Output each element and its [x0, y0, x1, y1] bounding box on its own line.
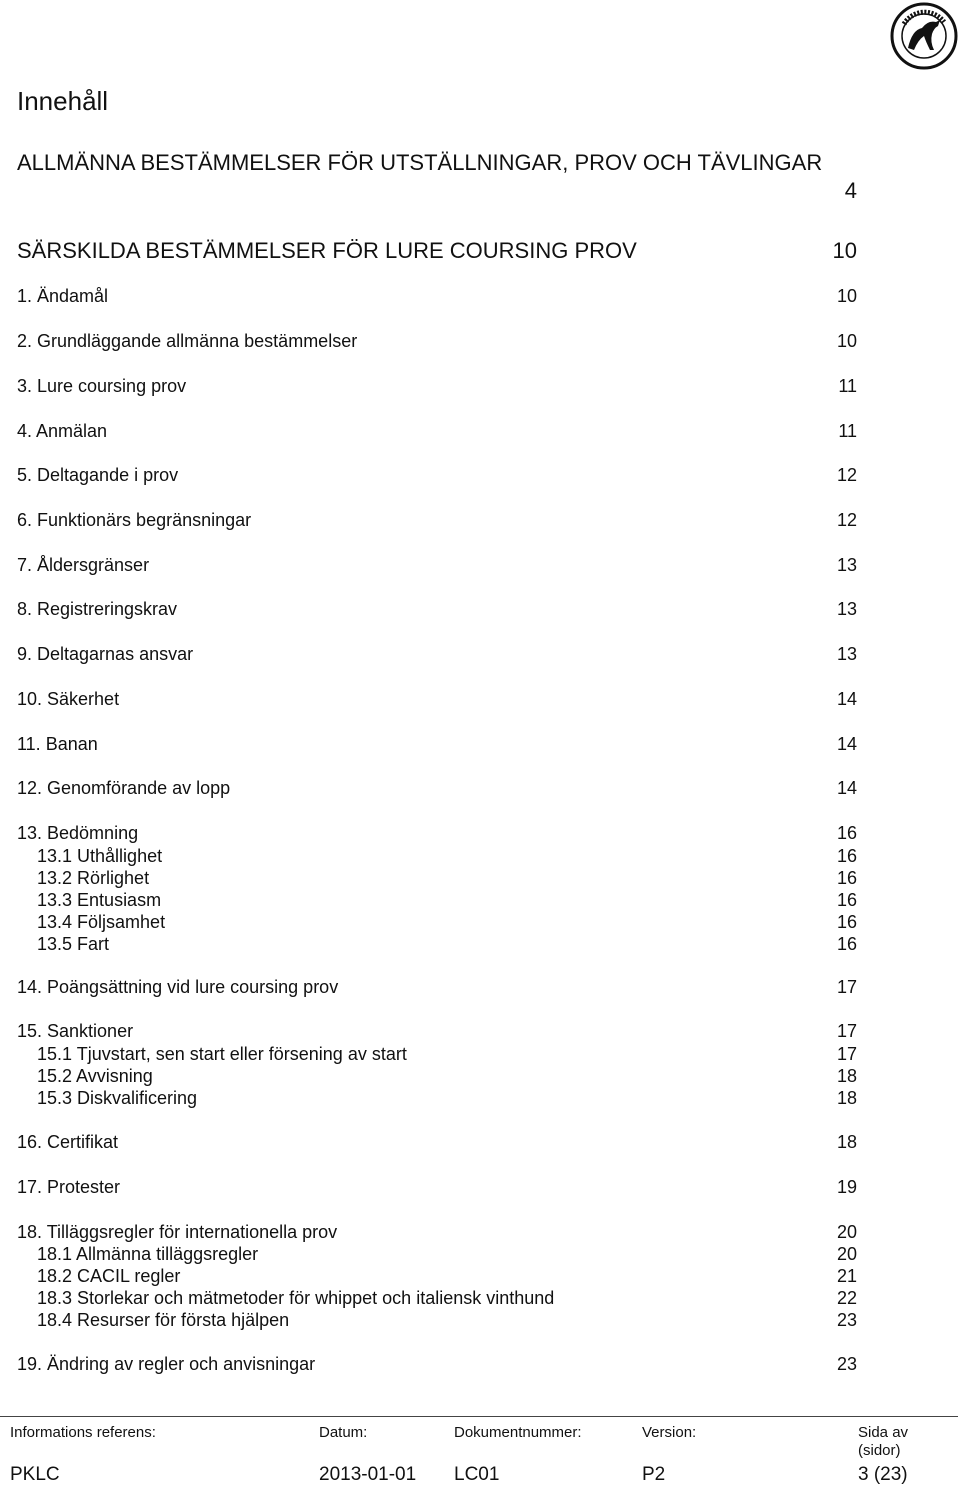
toc-entry-title: 14. Poängsättning vid lure coursing prov: [17, 977, 339, 997]
toc-entry-page: 20: [836, 1222, 857, 1242]
toc-entry-page: 16: [836, 868, 857, 888]
toc-entry-page: 14: [836, 734, 857, 754]
toc-entry-page: 16: [836, 934, 857, 954]
footer-date-label: Datum:: [319, 1424, 368, 1441]
toc-entry-title: 1. Ändamål: [17, 286, 109, 306]
footer-docnum-value: LC01: [454, 1464, 500, 1485]
toc-entry-title: 18.4 Resurser för första hjälpen: [37, 1310, 290, 1330]
toc-entry-title: 15.3 Diskvalificering: [37, 1088, 198, 1108]
toc-entry: [17, 689, 857, 711]
toc-entry-title: 17. Protester: [17, 1177, 121, 1197]
toc-entry-page: 10: [836, 331, 857, 351]
toc-entry-title: 13. Bedömning: [17, 823, 139, 843]
toc-entry: [17, 1088, 857, 1110]
toc-entry-title: 8. Registreringskrav: [17, 599, 178, 619]
toc-entry: [17, 1021, 857, 1043]
toc-entry: [17, 286, 857, 308]
toc-entry-page: 16: [836, 846, 857, 866]
footer-version-value: P2: [642, 1464, 666, 1485]
toc-entry: [17, 734, 857, 756]
toc-entry-title: 5. Deltagande i prov: [17, 465, 179, 485]
footer-page-label-sub: (sidor): [858, 1442, 901, 1459]
toc-entry-title: SÄRSKILDA BESTÄMMELSER FÖR LURE COURSING PROV: [17, 238, 637, 263]
toc-entry: [17, 376, 857, 398]
toc-entry-title: 13.1 Uthållighet: [37, 846, 163, 866]
toc-entry: [17, 510, 857, 532]
toc-entry-page: 23: [836, 1310, 857, 1330]
toc-entry-page: 4: [844, 178, 857, 203]
toc-entry-page: 14: [836, 689, 857, 709]
toc-entry-page: 23: [836, 1354, 857, 1374]
toc-entry-page: 17: [836, 1021, 857, 1041]
toc-entry-title: 15.2 Avvisning: [37, 1066, 153, 1086]
toc-entry-page: 13: [836, 644, 857, 664]
toc-entry: [17, 1354, 857, 1376]
toc-entry: [17, 599, 857, 621]
toc-entry-title: 11. Banan: [17, 734, 98, 754]
toc-entry-title: ALLMÄNNA BESTÄMMELSER FÖR UTSTÄLLNINGAR, PROV OCH TÄVLINGAR: [17, 150, 823, 175]
toc-entry: [17, 465, 857, 487]
toc-entry-page: 19: [836, 1177, 857, 1197]
toc-entry: [17, 644, 857, 666]
toc-entry-page: 14: [836, 778, 857, 798]
toc-entry-title: 19. Ändring av regler och anvisningar: [17, 1354, 316, 1374]
toc-entry: [17, 555, 857, 577]
footer-ref-value: PKLC: [10, 1464, 60, 1485]
toc-entry-title: 18.3 Storlekar och mätmetoder för whippet och italiensk vinthund: [37, 1288, 555, 1308]
toc-entry-title: 3. Lure coursing prov: [17, 376, 187, 396]
toc-entry-page: 20: [836, 1244, 857, 1264]
toc-entry-page: 17: [836, 1044, 857, 1064]
toc-entry-title: 2. Grundläggande allmänna bestämmelser: [17, 331, 358, 351]
toc-entry-title: 18.1 Allmänna tilläggsregler: [37, 1244, 259, 1264]
toc-entry: [17, 1244, 857, 1266]
toc-entry-page: 13: [836, 599, 857, 619]
toc-heading: Innehåll: [17, 86, 109, 116]
footer-ref-label: Informations referens:: [10, 1424, 156, 1441]
toc-entry: [17, 150, 857, 203]
toc-entry-page: 10: [836, 286, 857, 306]
toc-entry-title: 15. Sanktioner: [17, 1021, 134, 1041]
toc-entry: [17, 1288, 857, 1310]
toc-entry-page: 21: [836, 1266, 857, 1286]
toc-entry-title: 9. Deltagarnas ansvar: [17, 644, 194, 664]
toc-entry-title: 18. Tilläggsregler för internationella prov: [17, 1222, 338, 1242]
footer-docnum-label: Dokumentnummer:: [454, 1424, 582, 1441]
toc-entry: [17, 912, 857, 934]
toc-entry: [17, 1066, 857, 1088]
toc-entry-title: 18.2 CACIL regler: [37, 1266, 181, 1286]
toc-entry: [17, 977, 857, 999]
toc-entry: [17, 1044, 857, 1066]
toc-entry-title: 13.5 Fart: [37, 934, 110, 954]
toc-entry: [17, 846, 857, 868]
toc-entry-page: 11: [838, 376, 857, 396]
footer-page-value: 3 (23): [858, 1464, 908, 1485]
toc-entry: [17, 331, 857, 353]
toc-entry-page: 16: [836, 912, 857, 932]
toc-entry: [17, 1177, 857, 1199]
toc-entry: [17, 823, 857, 845]
toc-entry: [17, 890, 857, 912]
toc-entry-title: 13.4 Följsamhet: [37, 912, 166, 932]
toc-entry: [17, 1132, 857, 1154]
toc-entry-page: 17: [836, 977, 857, 997]
toc-entry-title: 16. Certifikat: [17, 1132, 119, 1152]
toc-entry-title: 12. Genomförande av lopp: [17, 778, 231, 798]
toc-entry-title: 4. Anmälan: [17, 421, 108, 441]
toc-entry: [17, 868, 857, 890]
toc-entry-page: 10: [832, 238, 857, 263]
toc-entry-page: 18: [836, 1088, 857, 1108]
toc-entry-page: 16: [836, 823, 857, 843]
toc-entry-page: 12: [836, 465, 857, 485]
footer-divider: [0, 1416, 958, 1417]
toc-entry-page: 18: [836, 1066, 857, 1086]
toc-entry-page: 18: [836, 1132, 857, 1152]
toc-entry-title: 13.2 Rörlighet: [37, 868, 150, 888]
toc-entry: [17, 1222, 857, 1244]
toc-entry: [17, 1310, 857, 1332]
toc-entry-page: 16: [836, 890, 857, 910]
footer-page-label: Sida av: [858, 1424, 909, 1441]
toc-entry-title: 13.3 Entusiasm: [37, 890, 162, 910]
toc-entry-title: 6. Funktionärs begränsningar: [17, 510, 252, 530]
toc-entry-page: 22: [836, 1288, 857, 1308]
toc-entry-title: 15.1 Tjuvstart, sen start eller försening av start: [37, 1044, 407, 1064]
toc-entry: [17, 238, 857, 268]
footer-version-label: Version:: [642, 1424, 697, 1441]
toc-entry-page: 13: [836, 555, 857, 575]
toc-entry: [17, 421, 857, 443]
toc-entry: [17, 1266, 857, 1288]
footer-date-value: 2013-01-01: [319, 1464, 417, 1485]
toc-entry-title: 7. Åldersgränser: [17, 555, 150, 575]
toc-entry-title: 10. Säkerhet: [17, 689, 120, 709]
toc-entry-page: 12: [836, 510, 857, 530]
toc-entry-page: 11: [838, 421, 857, 441]
toc-entry: [17, 934, 857, 956]
toc-entry: [17, 778, 857, 800]
